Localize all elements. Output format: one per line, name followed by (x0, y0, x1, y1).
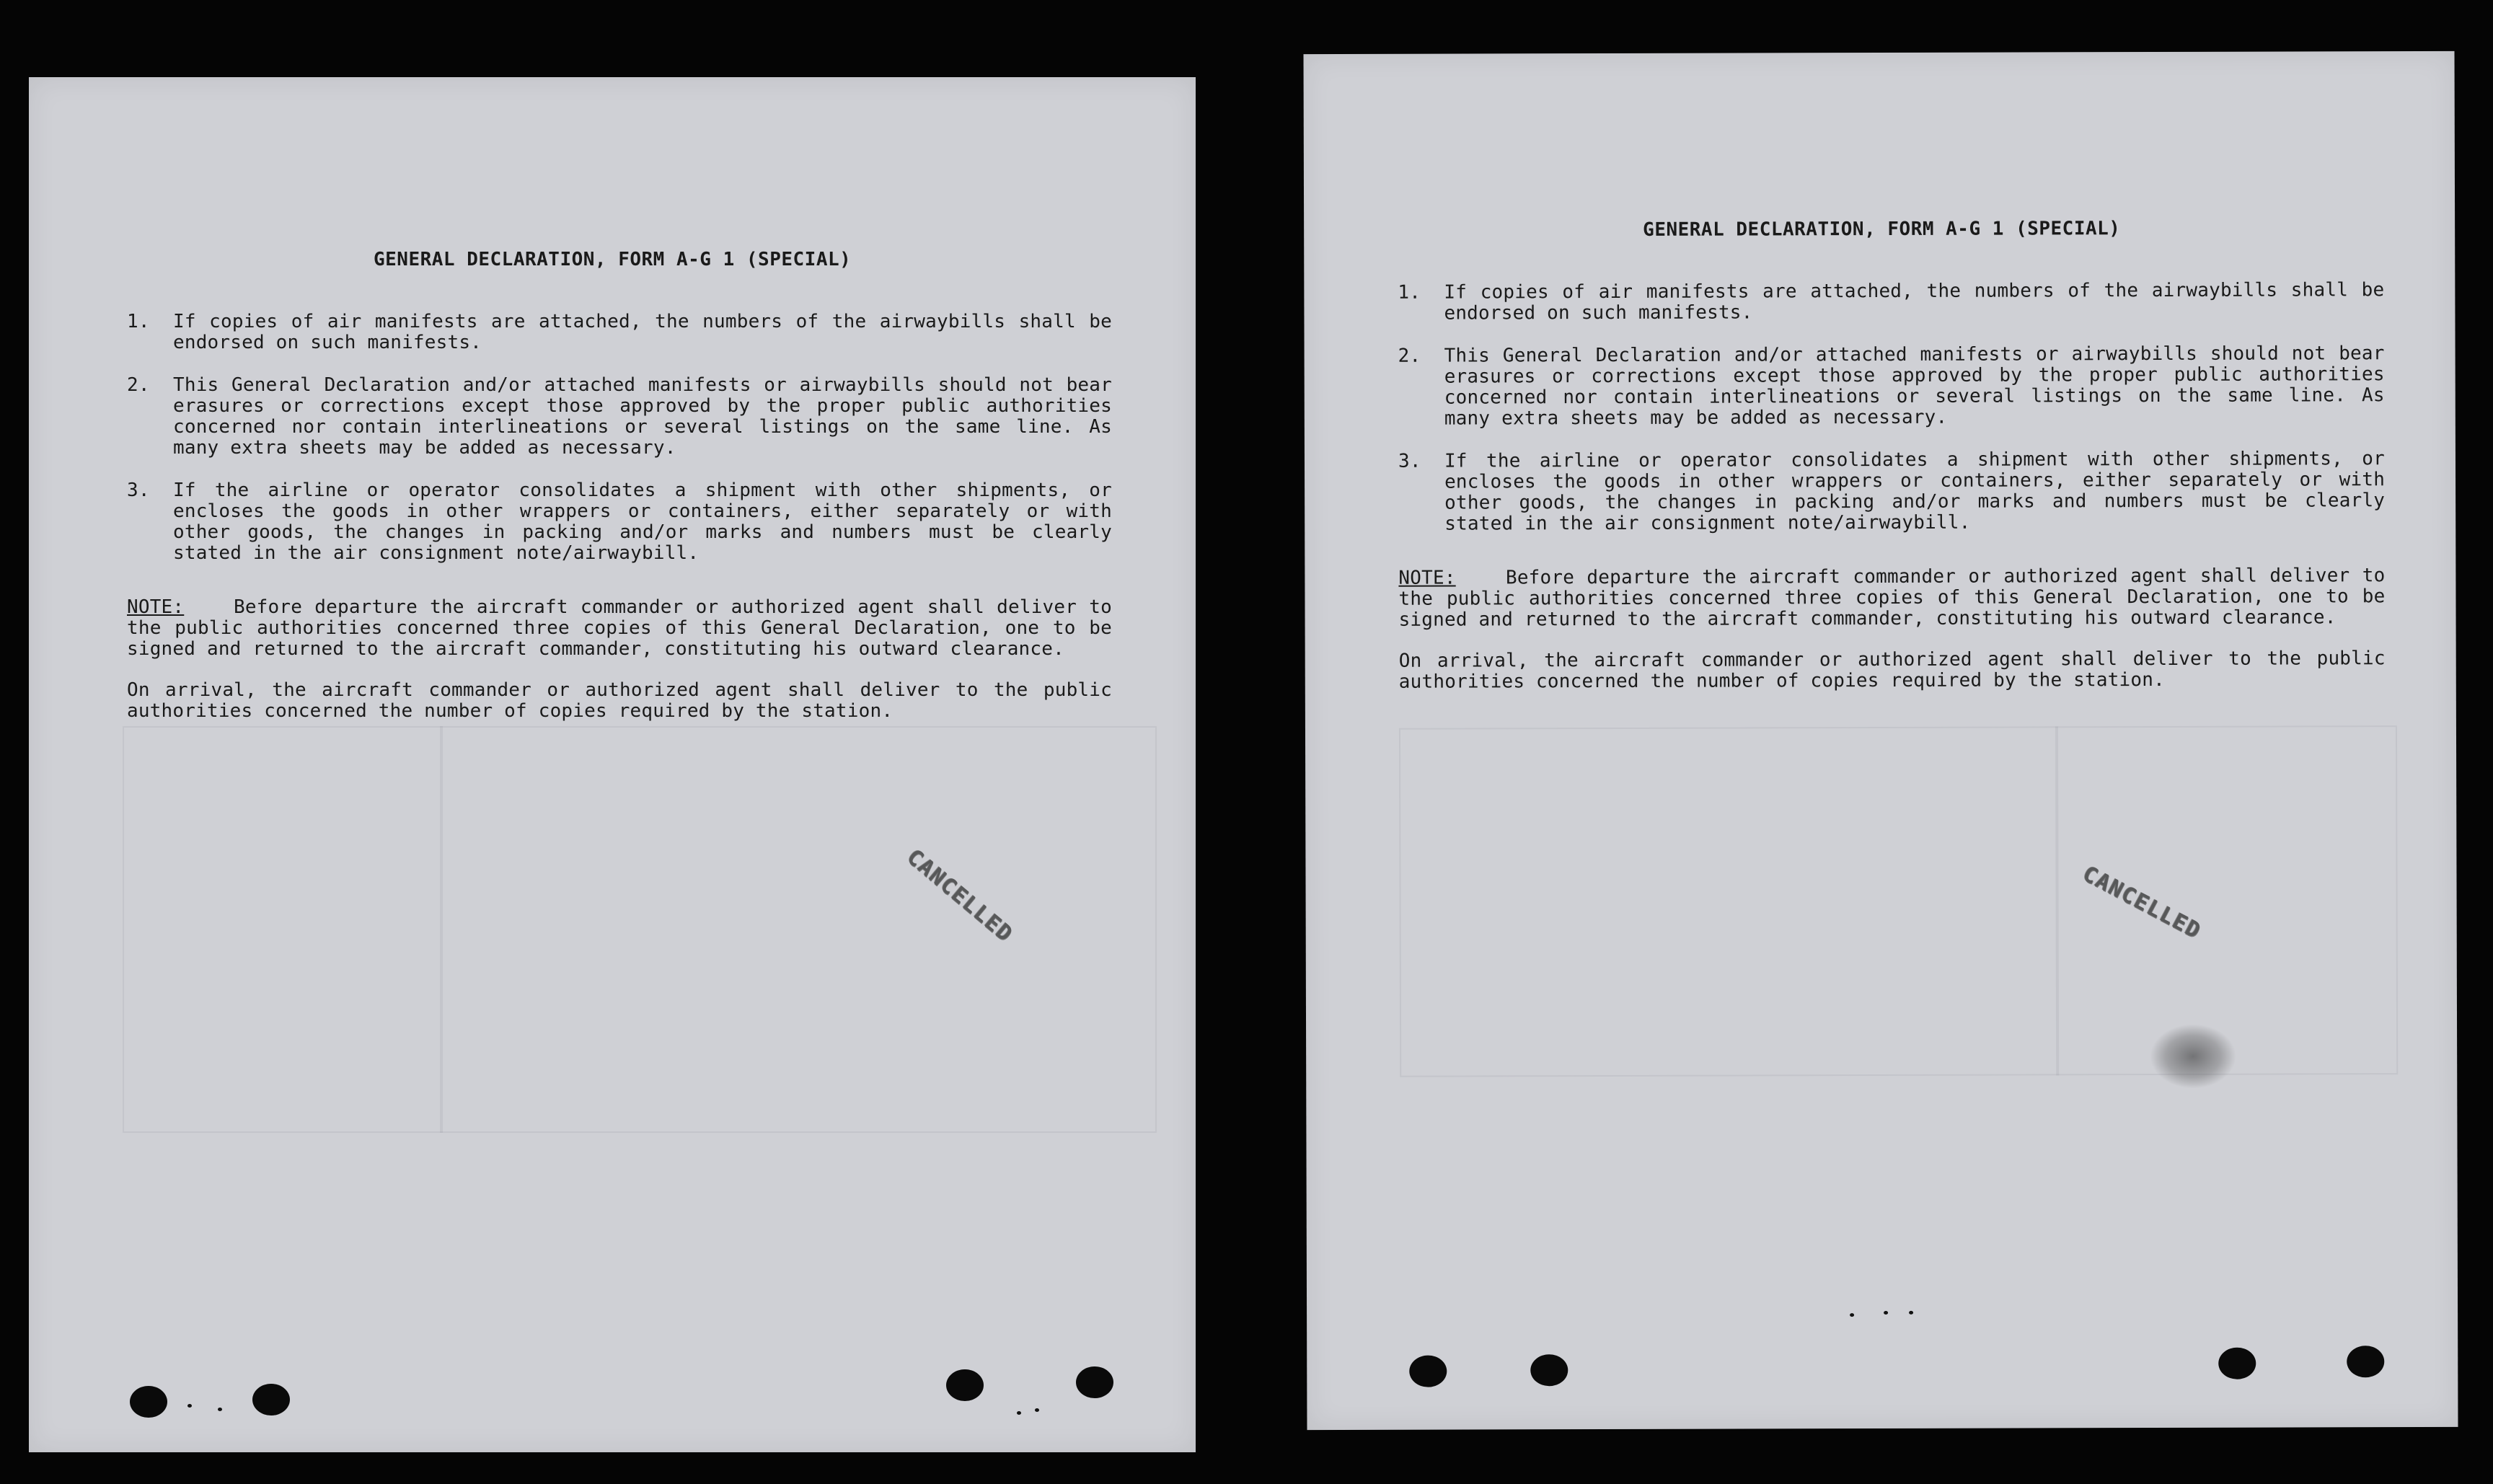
item-text: If the airline or operator consolidates a shipment with other shipments, or encloses the goods in other wrappers or containers, either separately or with other goods, the changes in packing and/or marks and numbers must be clearly stated in the air consignment note/airwaybill. (173, 480, 1112, 564)
item-number: 3. (127, 480, 150, 501)
instructions-block (127, 312, 1112, 742)
item-text: This General Declaration and/or attached manifests or airwaybills should not bear erasures or corrections except those approved by the proper public authorities concerned nor contain interlineations or several listings on the same line. As many extra sheets may be added as necessary. (173, 374, 1112, 459)
speck (1017, 1411, 1021, 1415)
punch-hole (2218, 1348, 2256, 1379)
note-text: Before departure the aircraft commander or authorized agent shall deliver to the public authorities concerned three copies of this General Declaration, one to be signed and returned to the aircraft commander, constituting his outward clearance. (127, 596, 1112, 660)
punch-hole (130, 1386, 167, 1418)
speck (1035, 1408, 1039, 1412)
note-label: NOTE: (127, 596, 185, 618)
item-number: 3. (1398, 450, 1421, 472)
bleed-through-line (440, 726, 443, 1133)
bleed-through-grid (1399, 725, 2398, 1077)
instruction-item-1 (1398, 280, 2384, 324)
instruction-item-2 (1398, 343, 2385, 430)
arrival-paragraph: On arrival, the aircraft commander or authorized agent shall deliver to the public authorities concerned the number of copies required by the station. (127, 679, 1112, 722)
note-paragraph (127, 597, 1112, 660)
punch-hole (2347, 1346, 2384, 1377)
left-page (29, 77, 1196, 1452)
punch-hole (1409, 1356, 1447, 1387)
speck (187, 1404, 192, 1408)
note-text: Before departure the aircraft commander or authorized agent shall deliver to the public authorities concerned three copies of this General Declaration, one to be signed and returned to the aircraft commander, constituting his outward clearance. (1398, 565, 2386, 631)
cancelled-stamp: CANCELLED (901, 844, 1018, 948)
item-text: This General Declaration and/or attached manifests or airwaybills should not bear erasures or corrections except those approved by the proper public authorities concerned nor contain interlineations or several listings on the same line. As many extra sheets may be added as necessary. (1444, 343, 2385, 430)
instruction-item-3 (1398, 449, 2385, 535)
arrival-paragraph: On arrival, the aircraft commander or authorized agent shall deliver to the public authorities concerned the number of copies required by the station. (1398, 648, 2386, 693)
instruction-item-2 (127, 375, 1112, 459)
item-text: If copies of air manifests are attached, the numbers of the airwaybills shall be endorsed on such manifests. (1444, 279, 2385, 324)
item-text: If the airline or operator consolidates a shipment with other shipments, or encloses the goods in other wrappers or containers, either separately or with other goods, the changes in packing and/or marks and numbers must be clearly stated in the air consignment note/airwaybill. (1444, 448, 2386, 535)
form-title: GENERAL DECLARATION, FORM A-G 1 (SPECIAL) (374, 249, 852, 270)
speck (1909, 1311, 1913, 1315)
item-number: 1. (1398, 281, 1421, 304)
instructions-block (1398, 280, 2386, 713)
note-paragraph (1398, 565, 2385, 631)
speck (218, 1408, 222, 1411)
instruction-item-1 (127, 312, 1112, 353)
punch-hole (1530, 1354, 1568, 1386)
punch-hole (946, 1369, 984, 1401)
right-page (1304, 51, 2458, 1430)
instruction-item-3 (127, 480, 1112, 564)
punch-hole (252, 1384, 290, 1415)
item-number: 1. (127, 311, 150, 332)
speck (1850, 1313, 1854, 1317)
item-number: 2. (127, 374, 150, 396)
item-text: If copies of air manifests are attached, the numbers of the airwaybills shall be endorsed on such manifests. (173, 311, 1112, 353)
punch-hole (1076, 1366, 1113, 1398)
note-label: NOTE: (1398, 567, 1456, 589)
ink-smudge (2150, 1024, 2236, 1089)
form-title: GENERAL DECLARATION, FORM A-G 1 (SPECIAL) (1643, 218, 2121, 241)
speck (1884, 1311, 1888, 1315)
item-number: 2. (1398, 345, 1421, 367)
cancelled-stamp: CANCELLED (2078, 861, 2206, 945)
